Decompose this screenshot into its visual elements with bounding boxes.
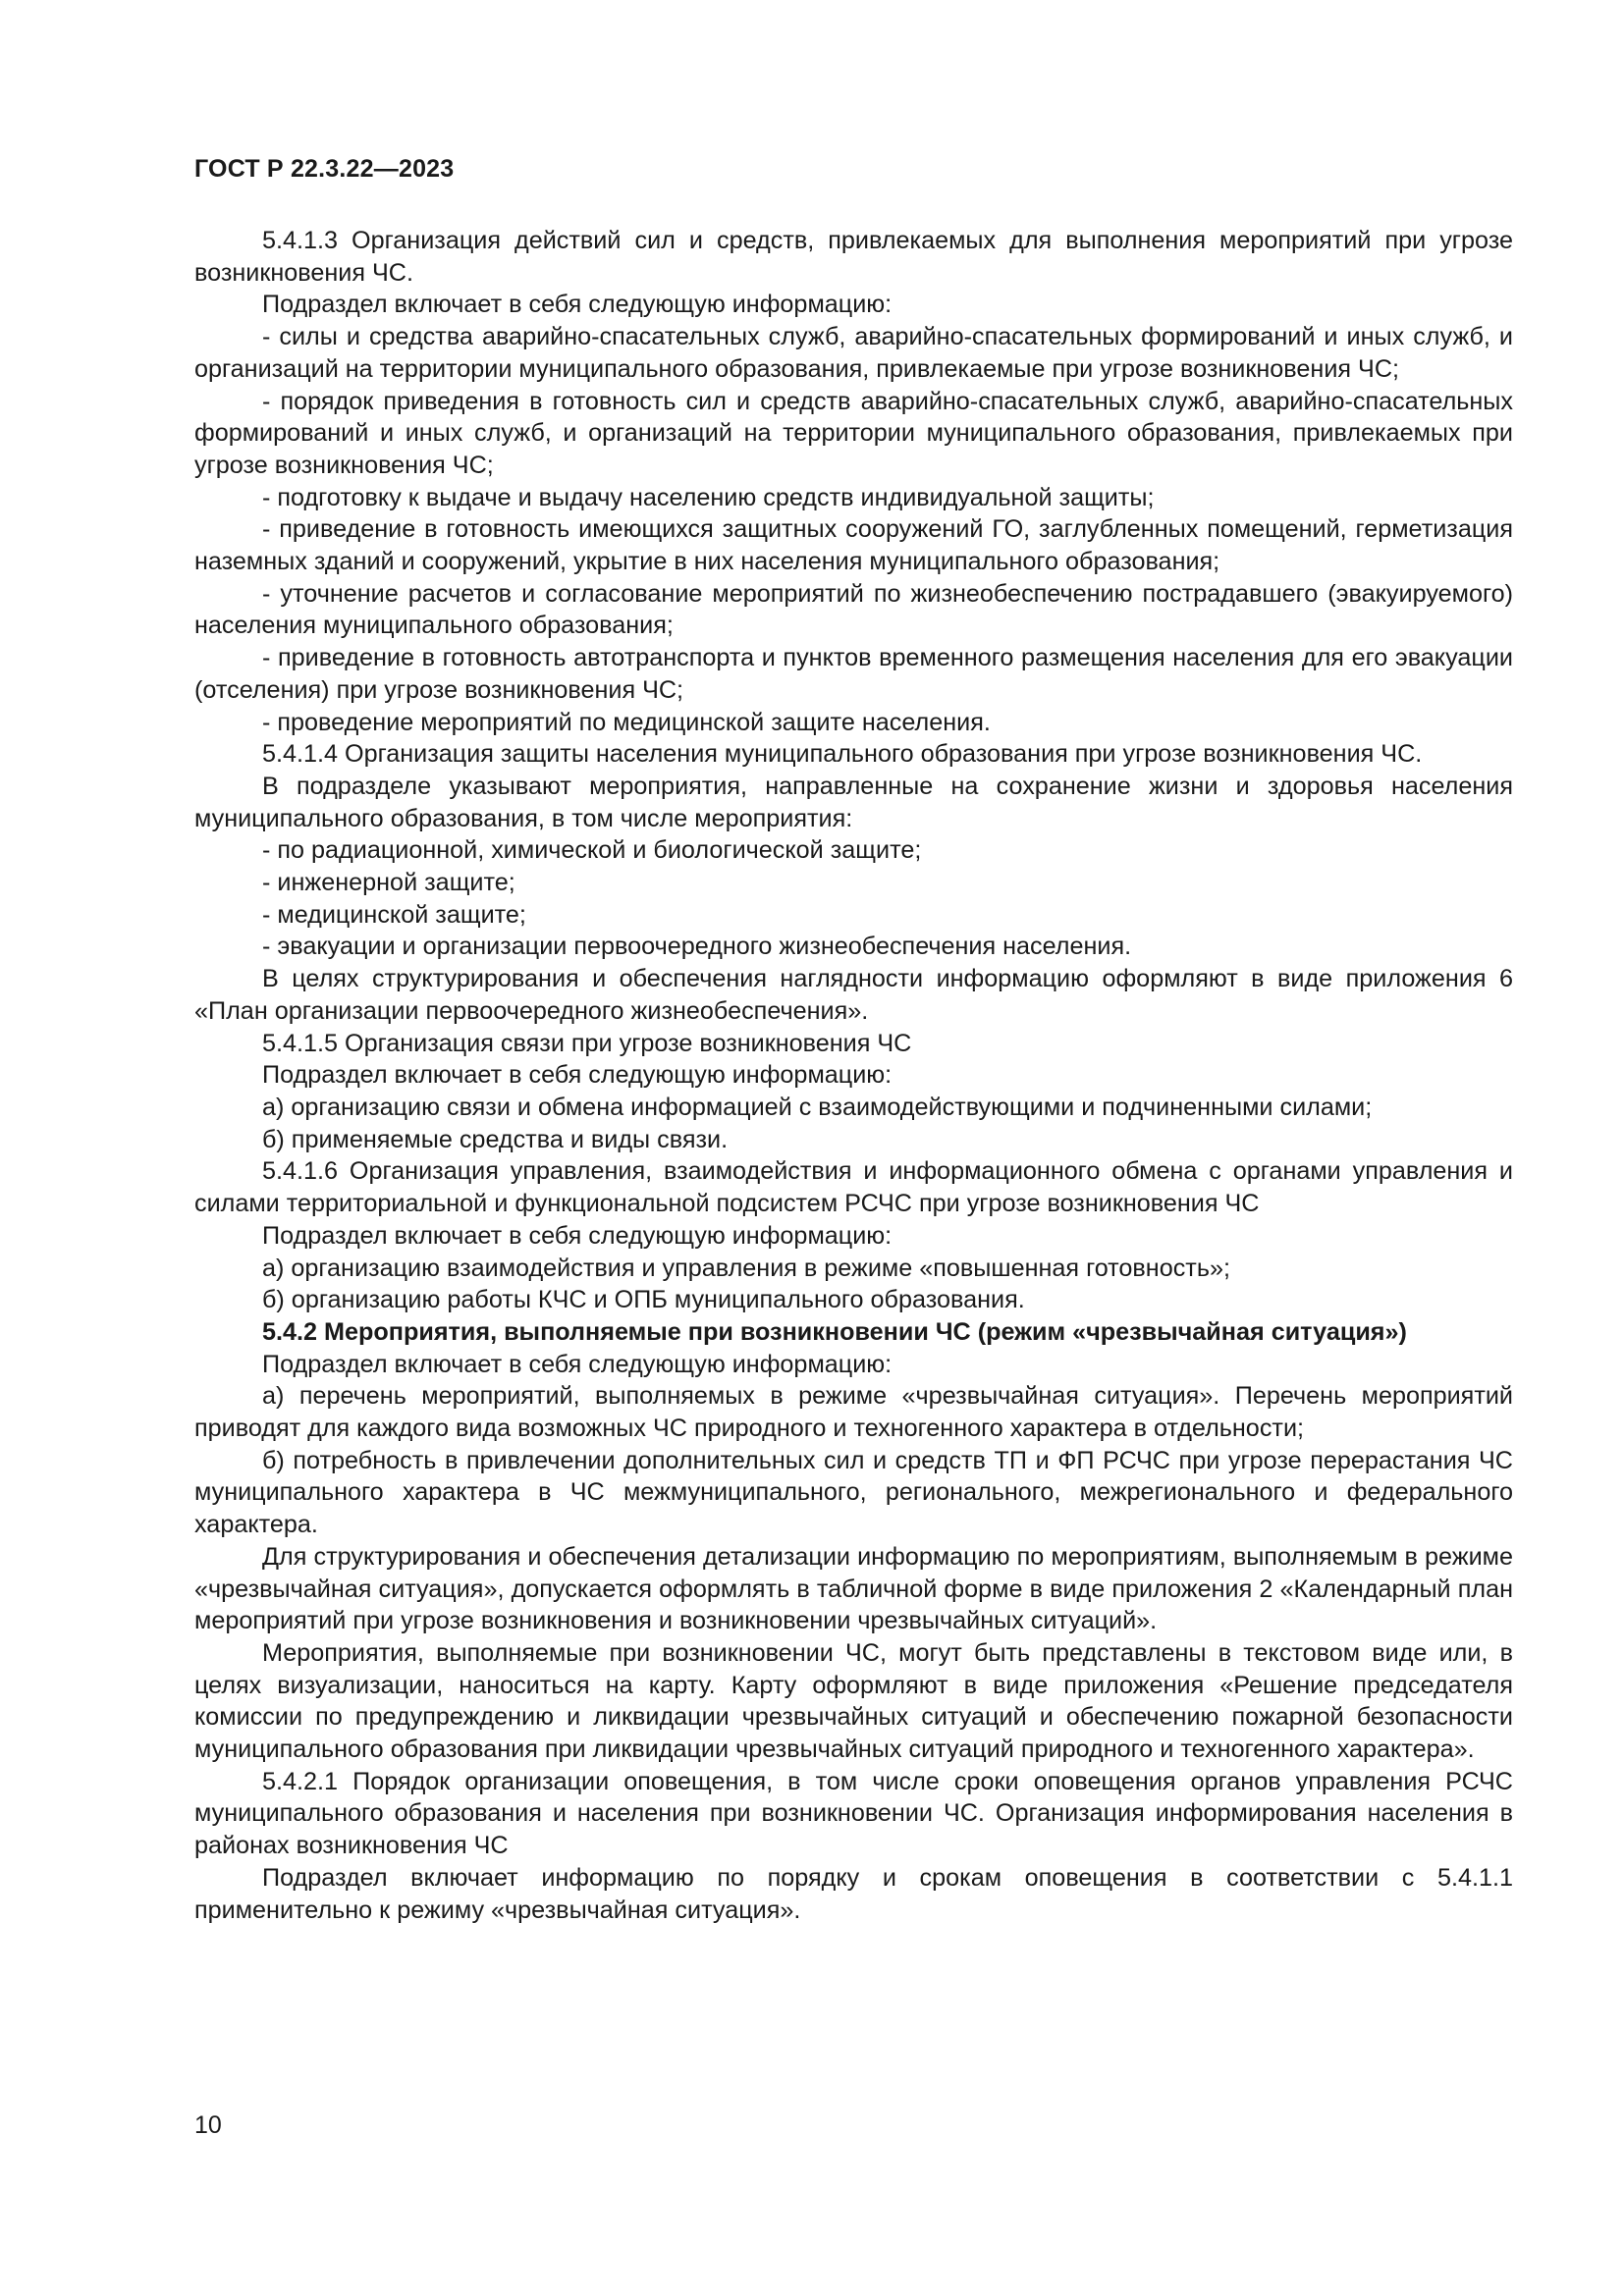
paragraph: 5.4.1.6 Организация управления, взаимодействия и информационного обмена с органами управления и силами территориальной и функциональной подсистем РСЧС при угрозе возникновения ЧС [194, 1157, 1513, 1218]
paragraph: Подраздел включает информацию по порядку и срокам оповещения в соответствии с 5.4.1.1 применительно к режиму «чрезвычайная ситуация». [194, 1863, 1513, 1924]
document-header: ГОСТ Р 22.3.22—2023 [194, 155, 455, 183]
paragraph: 5.4.1.4 Организация защиты населения муниципального образования при угрозе возникновения ЧС. [262, 740, 1423, 769]
paragraph: Для структурирования и обеспечения детализации информацию по мероприятиям, выполняемым в режиме «чрезвычайная ситуация», допускается оформлять в табличной форме в виде приложения 2 «Календарный план мероприятий при угрозе возникновения и возникновении чрезвычайных ситуаций». [194, 1542, 1513, 1635]
paragraph: Подраздел включает в себя следующую информацию: [262, 1061, 893, 1090]
paragraph: Подраздел включает в себя следующую информацию: [262, 291, 893, 319]
paragraph: - приведение в готовность автотранспорта и пунктов временного размещения населения для его эвакуации (отселения) при угрозе возникновения ЧС; [194, 644, 1513, 704]
paragraph: а) организацию связи и обмена информацией с взаимодействующими и подчиненными силами; [262, 1093, 1373, 1121]
paragraph: 5.4.2.1 Порядок организации оповещения, в том числе сроки оповещения органов управления РСЧС муниципального образования и населения при возникновении ЧС. Организация информирования населения в районах возникновения ЧС [194, 1767, 1513, 1860]
paragraph: Подраздел включает в себя следующую информацию: [262, 1221, 893, 1250]
section-heading: 5.4.2 Мероприятия, выполняемые при возникновении ЧС (режим «чрезвычайная ситуация») [262, 1317, 1407, 1346]
paragraph: - подготовку к выдаче и выдачу населению средств индивидуальной защиты; [262, 483, 1155, 511]
paragraph: - порядок приведения в готовность сил и средств аварийно-спасательных служб, аварийно-спасательных формирований и иных служб, и организаций на территории муниципального образования, привлекаемых при угрозе возникновения ЧС; [194, 387, 1513, 479]
paragraph: - по радиационной, химической и биологической защите; [262, 836, 922, 865]
paragraph: - приведение в готовность имеющихся защитных сооружений ГО, заглубленных помещений, герметизация наземных зданий и сооружений, укрытие в них населения муниципального образования; [194, 515, 1513, 576]
paragraph: - силы и средства аварийно-спасательных служб, аварийно-спасательных формирований и иных служб, и организаций на территории муниципального образования, привлекаемые при угрозе возникновения ЧС; [194, 323, 1513, 383]
paragraph: Мероприятия, выполняемые при возникновении ЧС, могут быть представлены в текстовом виде или, в целях визуализации, наноситься на карту. Карту оформляют в виде приложения «Решение председателя комиссии по предупреждению и ликвидации чрезвычайных ситуаций и обеспечению пожарной безопасности муниципального образования при ликвидации чрезвычайных ситуаций природного и техногенного характера». [194, 1638, 1513, 1764]
page-number: 10 [194, 2111, 222, 2139]
paragraph: 5.4.1.3 Организация действий сил и средств, привлекаемых для выполнения мероприятий при угрозе возникновения ЧС. [194, 227, 1513, 287]
paragraph: - медицинской защите; [262, 900, 526, 929]
paragraph: а) перечень мероприятий, выполняемых в режиме «чрезвычайная ситуация». Перечень мероприятий приводят для каждого вида возможных ЧС природного и техногенного характера в отдельности; [194, 1382, 1513, 1443]
paragraph: Подраздел включает в себя следующую информацию: [262, 1350, 893, 1378]
paragraph: б) организацию работы КЧС и ОПБ муниципального образования. [262, 1286, 1025, 1314]
paragraph: - эвакуации и организации первоочередного жизнеобеспечения населения. [262, 933, 1132, 961]
document-body [194, 225, 1513, 1926]
paragraph: - уточнение расчетов и согласование мероприятий по жизнеобеспечению пострадавшего (эвакуируемого) населения муниципального образования; [194, 579, 1513, 640]
paragraph: б) потребность в привлечении дополнительных сил и средств ТП и ФП РСЧС при угрозе перерастания ЧС муниципального характера в ЧС межмуниципального, регионального, межрегионального и федерального характера. [194, 1446, 1513, 1539]
paragraph: В целях структурирования и обеспечения наглядности информацию оформляют в виде приложения 6 «План организации первоочередного жизнеобеспечения». [194, 965, 1513, 1025]
paragraph: б) применяемые средства и виды связи. [262, 1125, 729, 1153]
paragraph: а) организацию взаимодействия и управления в режиме «повышенная готовность»; [262, 1254, 1230, 1282]
paragraph: - инженерной защите; [262, 869, 515, 897]
paragraph: - проведение мероприятий по медицинской защите населения. [262, 708, 991, 736]
paragraph: 5.4.1.5 Организация связи при угрозе возникновения ЧС [262, 1029, 912, 1057]
paragraph: В подразделе указывают мероприятия, направленные на сохранение жизни и здоровья населения муниципального образования, в том числе мероприятия: [194, 772, 1513, 832]
